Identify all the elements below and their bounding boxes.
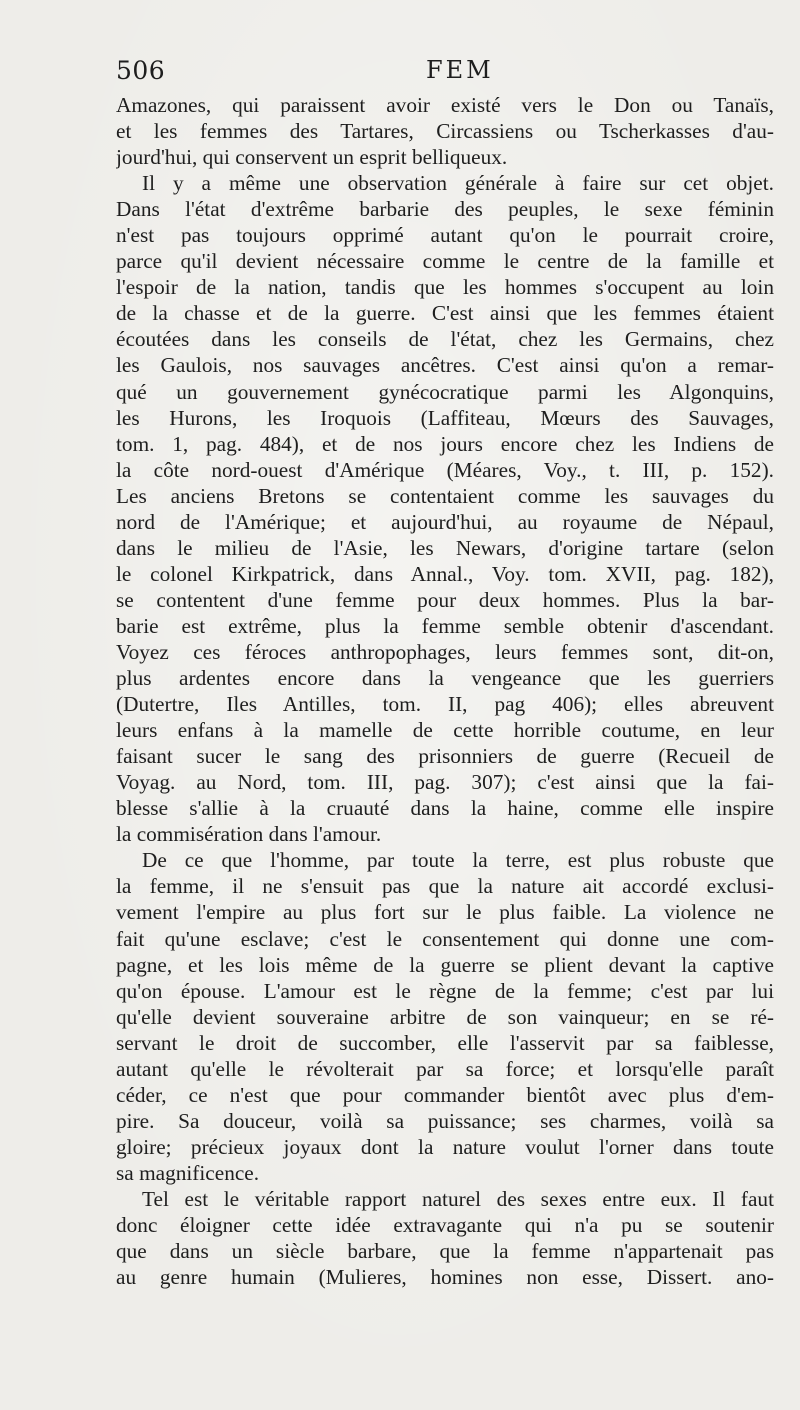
text-line: servant le droit de succomber, elle l'asservit par sa faiblesse, — [116, 1030, 774, 1055]
body-text — [116, 92, 774, 1290]
text-line: dans le milieu de l'Asie, les Newars, d'origine tartare (selon — [116, 535, 774, 560]
text-line: qu'on épouse. L'amour est le règne de la femme; c'est par lui — [116, 978, 774, 1003]
text-line: Il y a même une observation générale à faire sur cet objet. — [142, 171, 774, 196]
text-line: au genre humain (Mulieres, homines non esse, Dissert. ano- — [116, 1265, 774, 1290]
text-line: nord de l'Amérique; et aujourd'hui, au royaume de Népaul, — [116, 509, 774, 534]
text-line: se contentent d'une femme pour deux hommes. Plus la bar- — [116, 587, 774, 612]
text-line: parce qu'il devient nécessaire comme le centre de la famille et — [116, 249, 774, 274]
text-line: qu'elle devient souveraine arbitre de son vainqueur; en se ré- — [116, 1004, 774, 1029]
text-line: l'espoir de la nation, tandis que les hommes s'occupent au loin — [116, 275, 774, 300]
text-line: Les anciens Bretons se contentaient comme les sauvages du — [116, 483, 774, 508]
text-line: Voyez ces féroces anthropophages, leurs femmes sont, dit-on, — [116, 639, 774, 664]
text-line: Voyag. au Nord, tom. III, pag. 307); c'est ainsi que la fai- — [116, 770, 774, 795]
text-line: qué un gouvernement gynécocratique parmi les Algonquins, — [116, 379, 774, 404]
text-line: (Dutertre, Iles Antilles, tom. II, pag 406); elles abreuvent — [116, 692, 774, 717]
text-line: écoutées dans les conseils de l'état, chez les Germains, chez — [116, 327, 774, 352]
text-line: n'est pas toujours opprimé autant qu'on le pourrait croire, — [116, 223, 774, 248]
text-line: autant qu'elle le révolterait par sa force; et lorsqu'elle paraît — [116, 1056, 774, 1081]
text-line: que dans un siècle barbare, que la femme n'appartenait pas — [116, 1239, 774, 1264]
text-line: vement l'empire au plus fort sur le plus faible. La violence ne — [116, 900, 774, 925]
running-head: FEM — [426, 56, 494, 84]
text-line: le colonel Kirkpatrick, dans Annal., Voy. tom. XVII, pag. 182), — [116, 561, 774, 586]
page-number: 506 — [116, 56, 166, 85]
text-line: tom. 1, pag. 484), et de nos jours encore chez les Indiens de — [116, 431, 774, 456]
text-line: sa magnificence. — [116, 1160, 260, 1185]
text-line: gloire; précieux joyaux dont la nature voulut l'orner dans toute — [116, 1134, 774, 1159]
text-line: De ce que l'homme, par toute la terre, est plus robuste que — [142, 848, 774, 873]
text-line: les Hurons, les Iroquois (Laffiteau, Mœurs des Sauvages, — [116, 405, 774, 430]
text-line: fait qu'une esclave; c'est le consentement qui donne une com- — [116, 926, 774, 951]
text-line: et les femmes des Tartares, Circassiens ou Tscherkasses d'au- — [116, 119, 774, 144]
text-line: la femme, il ne s'ensuit pas que la nature ait accordé exclusi- — [116, 874, 774, 899]
text-line: Tel est le véritable rapport naturel des sexes entre eux. Il faut — [142, 1186, 774, 1211]
text-line: pagne, et les lois même de la guerre se plient devant la captive — [116, 952, 774, 977]
text-line: de la chasse et de la guerre. C'est ainsi que les femmes étaient — [116, 301, 774, 326]
text-line: faisant sucer le sang des prisonniers de guerre (Recueil de — [116, 744, 774, 769]
text-line: plus ardentes encore dans la vengeance que les guerriers — [116, 666, 774, 691]
text-line: la côte nord-ouest d'Amérique (Méares, Voy., t. III, p. 152). — [116, 457, 774, 482]
text-line: Dans l'état d'extrême barbarie des peuples, le sexe féminin — [116, 197, 774, 222]
page-header — [116, 56, 776, 90]
text-line: la commisération dans l'amour. — [116, 822, 382, 847]
text-line: barie est extrême, plus la femme semble obtenir d'ascendant. — [116, 613, 774, 638]
text-line: leurs enfans à la mamelle de cette horrible coutume, en leur — [116, 718, 774, 743]
text-line: jourd'hui, qui conservent un esprit belliqueux. — [116, 145, 508, 170]
text-line: blesse s'allie à la cruauté dans la haine, comme elle inspire — [116, 796, 774, 821]
text-line: céder, ce n'est que pour commander bientôt avec plus d'em- — [116, 1082, 774, 1107]
text-line: pire. Sa douceur, voilà sa puissance; ses charmes, voilà sa — [116, 1108, 774, 1133]
text-line: les Gaulois, nos sauvages ancêtres. C'est ainsi qu'on a remar- — [116, 353, 774, 378]
text-line: donc éloigner cette idée extravagante qui n'a pu se soutenir — [116, 1213, 774, 1238]
text-line: Amazones, qui paraissent avoir existé vers le Don ou Tanaïs, — [116, 93, 774, 117]
